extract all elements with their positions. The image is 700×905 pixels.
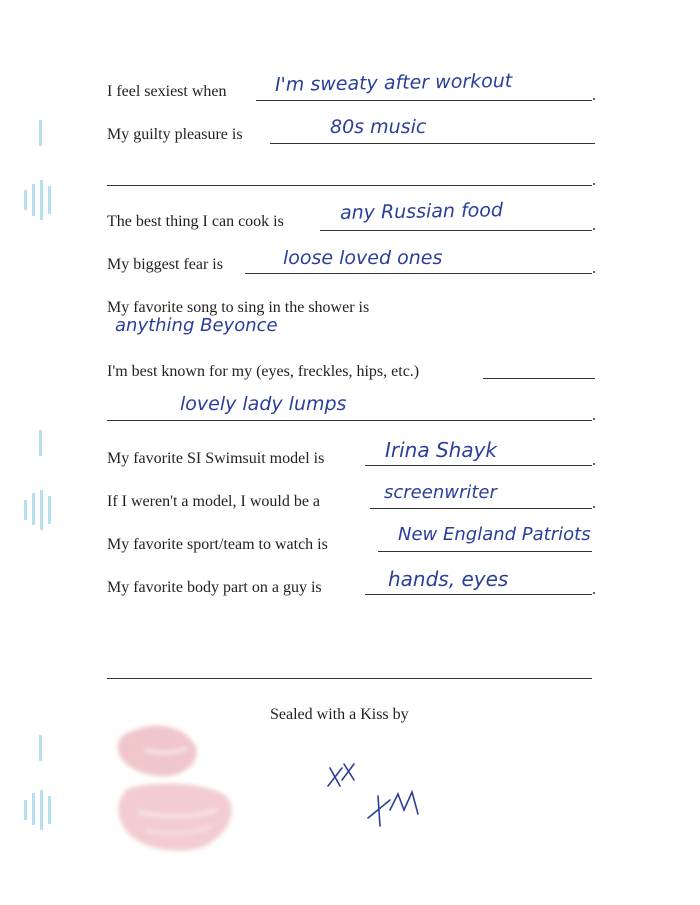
question-label-best-cook: The best thing I can cook is <box>107 213 284 230</box>
answer-line-best-known-continued <box>107 420 592 421</box>
question-label-best-known: I'm best known for my (eyes, freckles, hips, etc.) <box>107 363 420 380</box>
handwritten-signature <box>320 760 430 835</box>
question-label-body-part: My favorite body part on a guy is <box>107 579 322 596</box>
answer-text-sexiest: I'm sweaty after workout <box>274 69 513 96</box>
answer-line-body-part <box>365 594 592 595</box>
answer-text-body-part: hands, eyes <box>388 567 509 591</box>
answer-line-sport-team <box>378 551 592 552</box>
question-label-sport-team: My favorite sport/team to watch is <box>107 536 328 553</box>
answer-line-best-cook <box>320 230 592 231</box>
answer-text-shower-song: anything Beyonce <box>115 315 278 336</box>
answer-text-guilty-pleasure: 80s music <box>330 116 427 138</box>
answer-line-best-known <box>483 378 595 379</box>
question-label-si-model: My favorite SI Swimsuit model is <box>107 450 325 467</box>
answer-text-not-model: screenwriter <box>384 482 497 503</box>
question-label-biggest-fear: My biggest fear is <box>107 256 223 273</box>
answer-text-si-model: Irina Shayk <box>385 438 498 462</box>
question-label-sexiest: I feel sexiest when <box>107 83 227 100</box>
signature-line <box>107 678 592 679</box>
sealed-with-kiss-label: Sealed with a Kiss by <box>270 706 409 723</box>
answer-line-biggest-fear <box>245 273 592 274</box>
answer-text-best-known: lovely lady lumps <box>180 393 347 415</box>
answer-line-guilty-pleasure <box>270 143 595 144</box>
answer-text-biggest-fear: loose loved ones <box>283 247 443 269</box>
answer-line-not-model <box>370 508 592 509</box>
answer-line-si-model <box>365 465 592 466</box>
answer-line-guilty-pleasure-continued <box>107 185 592 186</box>
question-label-shower-song: My favorite song to sing in the shower is <box>107 299 370 316</box>
question-label-not-model: If I weren't a model, I would be a <box>107 493 321 510</box>
question-label-guilty-pleasure: My guilty pleasure is <box>107 126 243 143</box>
lipstick-kiss-mark <box>105 720 245 860</box>
answer-line-sexiest <box>256 100 592 101</box>
answer-text-best-cook: any Russian food <box>339 199 504 224</box>
answer-text-sport-team: New England Patriots <box>398 524 591 545</box>
